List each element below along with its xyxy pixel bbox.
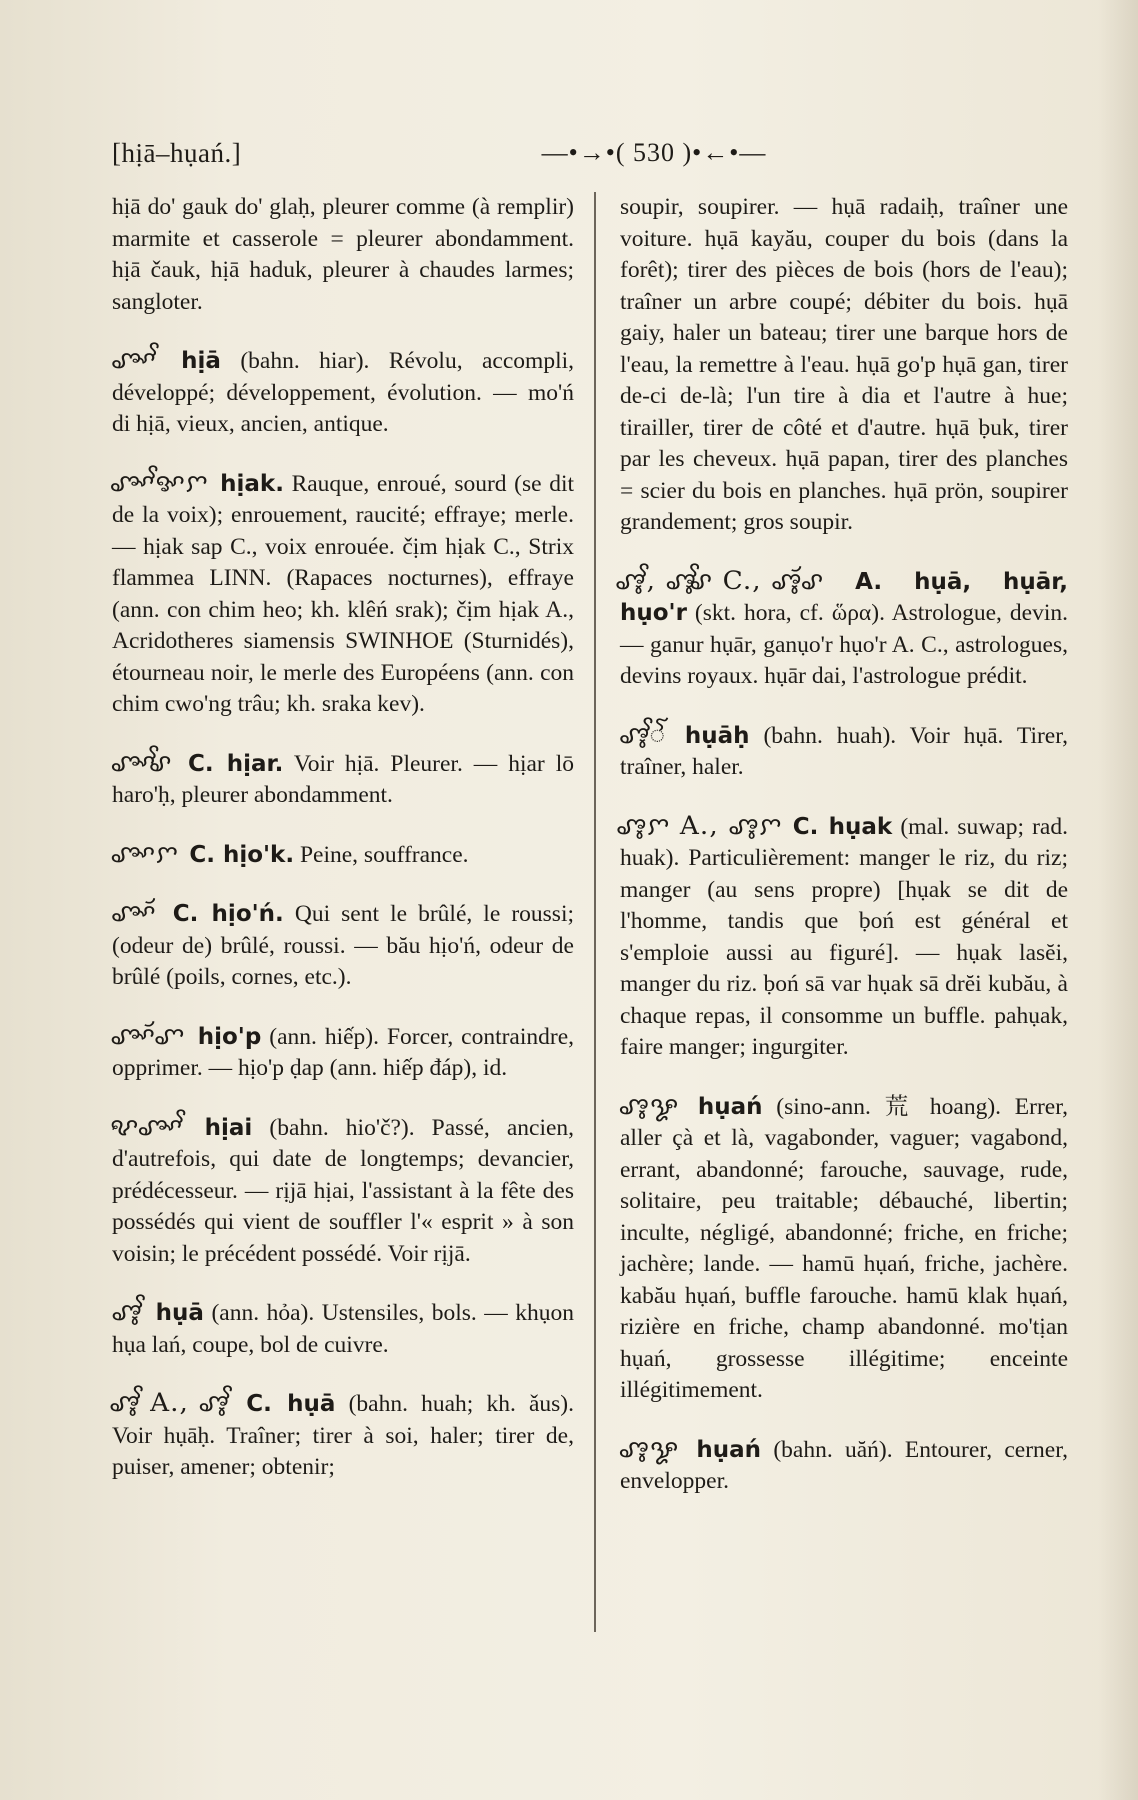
page-header	[112, 138, 1072, 178]
dictionary-entry	[616, 810, 1068, 1064]
cham-script-glyph: ꨨꨶꨩ, ꨨꨶꨩꨣ C., ꨨꨶꨮꨣ	[615, 565, 825, 595]
dictionary-entry	[112, 1296, 574, 1361]
cham-script-glyph: ꨨꨶꨩ A., ꨨꨶꨩ	[109, 1388, 230, 1417]
right-column	[615, 192, 1069, 1524]
cham-script-glyph: ꨨꨶꨩ	[111, 1297, 143, 1326]
headword: hịo'p	[197, 1023, 262, 1050]
cham-script-glyph: ꨨꨶꨩꨱ	[618, 719, 667, 749]
definition: (mal. suwap; rad. huak). Particulièrement: manger le riz, du riz; manger (au sens propre) [hụak se dit de l'homme, tandis que ḅoń est général et s'emploie aussi au figuré]. — hụak lasĕi, manger du riz. ḅoń sā var hụak sā drĕi kubău, à chaque repas, il consomme un buffle. pahụak, faire manger; ingurgiter.	[620, 813, 1068, 1060]
dictionary-entry	[109, 467, 575, 721]
definition: (bahn. hio'č?). Passé, ancien, d'autrefois, qui date de longtemps; devancier, prédécesseur. — rịjā hịai, l'assistant à la fête des possédés qui vient de souffler l'« esprit » à son voisin; le précédent possédé. Voir rịjā.	[112, 1114, 575, 1267]
headword: C. hịo'ń.	[172, 901, 284, 927]
definition: (sino-ann. 荒 hoang). Errer, aller çà et là, vagabonder, vaguer; vagabond, errant, abandonné; farouche, sauvage, rude, solitaire, peu traitable; débauché, libertin; inculte, négligé, abandonné; friche, en friche; jachère; lande. — hamū hụań, friche, jachère. kabău hụań, buffle farouche. hamū klak hụań, rizière en friche, champ abandonné. mo'tịan hụań, grossesse illégitime; enceinte illégitimement.	[620, 1093, 1068, 1403]
entry-continuation: soupir, soupirer. — hụā radaiḥ, traîner une voiture. hụā kayău, couper du bois (dans la forêt); tirer des pièces de bois (hors de l'eau); traîner un arbre coupé; débiter du bois. hụā gaiy, haler un bateau; tirer une barque hors de l'eau, la remettre à l'eau. hụā go'p hụā gan, tirer de-ci de-là; l'un tire à dia et l'autre à hue; tirailler, tirer de côté et d'autre. hụā ḅuk, tirer par les cheveux. hụā papan, tirer des planches = scier du bois en planches. hụā prön, soupirer grandement; gros soupir.	[620, 194, 1068, 535]
dictionary-entry	[112, 1020, 574, 1085]
headword: C. hụā	[246, 1391, 336, 1417]
dictionary-entry	[620, 1090, 1068, 1407]
definition: Peine, souffrance.	[299, 841, 469, 868]
headword: C. hịo'k.	[189, 841, 295, 868]
definition: Rauque, enroué, sourd (se dit de la voix); enrouement, raucité; effraye; merle. — hịak sap C., voix enrouée. čịm hịak C., Strix flammea LINN. (Rapaces nocturnes), effraye (ann. con chim heo; kh. klêń srak); čịm hịak A., Acridotheres siamensis SWINHOE (Sturnidés), étourneau noir, le merle des Européens (ann. con chim cwo'ng trâu; kh. sraka kev).	[112, 470, 575, 717]
page-number: —•→•( 530 )•←•—	[541, 138, 767, 167]
headword: hịai	[204, 1114, 253, 1141]
dictionary-entry	[112, 838, 574, 872]
definition: (bahn. uăń). Entourer, cerner, envelopper.	[620, 1436, 1068, 1494]
definition: (skt. hora, cf. ὥρα). Astrologue, devin. — ganur hụār, ganụo'r hụo'r A. C., astrologues, devins royaux. hụār dai, l'astrologue prédit.	[620, 600, 1068, 689]
headword: hụań	[696, 1436, 762, 1463]
entry-continuation: hịā do' gauk do' glaḥ, pleurer comme (à remplir) marmite et casserole = pleurer abondamment. hịā čauk, hịā haduk, pleurer à chaudes larmes; sangloter.	[112, 194, 574, 315]
dictionary-entry	[112, 897, 574, 994]
definition: (ann. hiếp). Forcer, contraindre, opprimer. — hịo'p ḍap (ann. hiếp đáp), id.	[112, 1023, 575, 1081]
cham-script-glyph: ꨨꨳꨩꨀꨆ	[109, 467, 209, 497]
cham-script-glyph: ꨨꨳꨩ	[110, 345, 157, 374]
definition: (bahn. huah; kh. ǎus). Voir hụāḥ. Traîner; tirer à soi, haler; tirer de, puiser, amener; obtenir;	[112, 1391, 575, 1480]
cham-script-glyph: ꨨꨶꨋ	[618, 1090, 680, 1120]
column-divider	[594, 192, 596, 1632]
headword: hụā	[155, 1300, 204, 1326]
headword: hịā	[181, 348, 221, 374]
dictionary-entry	[112, 1111, 574, 1271]
definition: Qui sent le brûlé, le roussi; (odeur de) brûlé, roussi. — bău hịo'ń, odeur de brûlé (poils, cornes, etc.).	[112, 901, 575, 990]
dictionary-entry	[615, 565, 1069, 693]
dictionary-entry	[109, 1387, 575, 1484]
dictionary-entry	[620, 1433, 1068, 1498]
cham-script-glyph: ꨨꨶꨋ	[618, 1433, 680, 1463]
cham-script-glyph: ꨨꨳꨩꨣ	[110, 747, 173, 777]
definition: Voir hịā. Pleurer. — hịar lō haro'ḥ, pleurer abondamment.	[112, 750, 574, 808]
headword: hụań	[697, 1093, 763, 1120]
dictionary-entry	[620, 719, 1068, 784]
cham-script-glyph: ꨨꨶꨆ A., ꨨꨶꨆ	[616, 810, 783, 840]
cham-script-glyph: ꨦꨨꨳꨩ	[110, 1111, 184, 1141]
headword: C. hụak	[792, 813, 893, 840]
headword: hụāḥ	[684, 722, 750, 749]
cham-script-glyph: ꨨꨳꨮ	[110, 898, 157, 927]
dictionary-entry	[112, 344, 574, 441]
definition: (bahn. hiar). Révolu, accompli, développé; développement, évolution. — mo'ń di hịā, vieux, ancien, antique.	[112, 348, 575, 437]
headword: hịak.	[220, 470, 284, 497]
cham-script-glyph: ꨨꨳꨮꨚ	[110, 1020, 186, 1050]
guide-words: [hịā–hụań.]	[112, 138, 242, 168]
left-column	[109, 192, 575, 1510]
definition: (bahn. huah). Voir hụā. Tirer, traîner, haler.	[620, 722, 1068, 780]
headword: C. hịar.	[188, 750, 284, 777]
definition: (ann. hỏa). Ustensiles, bols. — khụon hụa lań, coupe, bol de cuivre.	[112, 1300, 575, 1358]
dictionary-entry	[112, 747, 574, 812]
headword: A. hụā, hụār, hụo'r	[620, 568, 1069, 626]
cham-script-glyph: ꨨꨳꨆ	[110, 838, 180, 868]
